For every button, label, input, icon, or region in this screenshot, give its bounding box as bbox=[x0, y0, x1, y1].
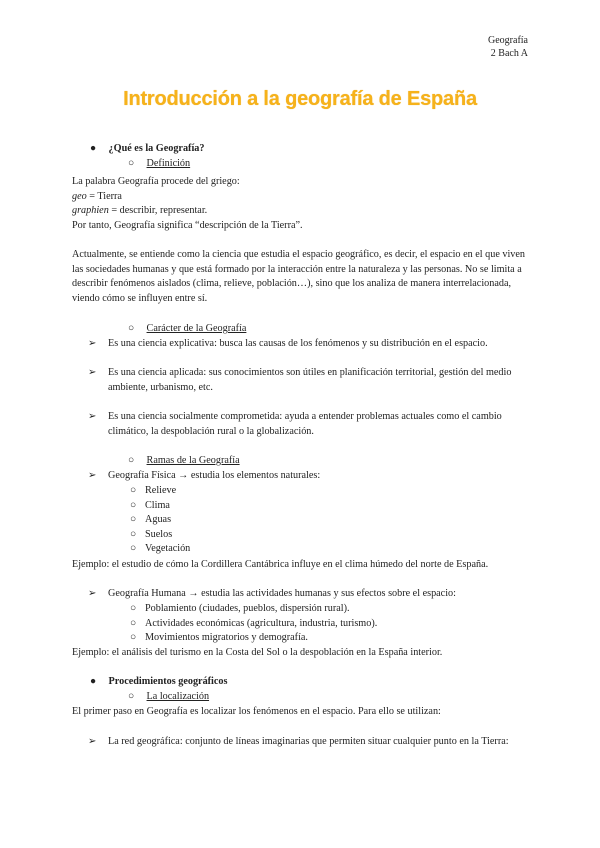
list-item bbox=[130, 513, 190, 528]
list-item bbox=[88, 366, 533, 395]
humana-sub-list bbox=[130, 602, 377, 646]
fisica-item-aguas: Aguas bbox=[145, 514, 172, 526]
arrow-bullet-icon: ➢ bbox=[88, 736, 97, 747]
list-item bbox=[130, 528, 190, 543]
definition-block bbox=[72, 175, 530, 233]
arrow-bullet-icon: ➢ bbox=[88, 470, 97, 481]
definition-heading-row bbox=[128, 157, 190, 172]
humana-label: Geografía Humana → estudia las actividades humanas y sus efectos sobre el espacio: bbox=[108, 588, 456, 599]
circle-bullet-icon: ○ bbox=[130, 528, 137, 540]
humana-item-2: Actividades económicas (agricultura, industria, turismo). bbox=[145, 617, 378, 629]
term-geo: geo bbox=[72, 190, 87, 202]
section-heading: ¿Qué es la Geografía? bbox=[108, 143, 205, 154]
definition-line-4: Por tanto, Geografía significa “descripción de la Tierra”. bbox=[72, 219, 303, 231]
term-geo-meaning: = Tierra bbox=[89, 190, 122, 202]
fisica-item-vegetacion: Vegetación bbox=[145, 543, 191, 555]
circle-bullet-icon: ○ bbox=[130, 514, 137, 526]
list-item bbox=[130, 602, 377, 617]
fisica-sub-list bbox=[130, 484, 190, 557]
fisica-label: Geografía Física → estudia los elementos naturales: bbox=[108, 470, 321, 481]
arrow-bullet-icon: ➢ bbox=[88, 588, 97, 599]
localizacion-heading-row bbox=[128, 690, 209, 705]
term-graphien: graphien bbox=[72, 205, 109, 217]
list-item bbox=[88, 469, 533, 484]
list-item bbox=[88, 587, 533, 602]
list-item bbox=[130, 499, 190, 514]
list-item bbox=[130, 617, 377, 632]
arrow-bullet-icon: ➢ bbox=[88, 338, 97, 349]
term-graphien-meaning: = describir, representar. bbox=[111, 205, 208, 217]
caracter-heading-row bbox=[128, 322, 246, 337]
definition-line-geo bbox=[72, 190, 530, 205]
page-header bbox=[488, 34, 528, 60]
humana-example: Ejemplo: el análisis del turismo en la Costa del Sol o la despoblación en la España interior. bbox=[72, 647, 443, 658]
header-class: 2 Bach A bbox=[490, 48, 528, 59]
circle-bullet-icon: ○ bbox=[130, 499, 137, 511]
page-title: Introducción a la geografía de España bbox=[123, 88, 477, 110]
intro-paragraph: Actualmente, se entiende como la ciencia que estudia el espacio geográfico, es decir, el espacio en el que viven las sociedades humanas y que está formado por la interacción entre la naturaleza y las personas. No se limita a describir fenómenos aislados (clima, relieve, población…), sino que los analiza de manera interrelacionada, viendo cómo se influyen entre sí. bbox=[72, 249, 526, 304]
circle-bullet-icon: ○ bbox=[130, 543, 137, 555]
circle-bullet-icon: ○ bbox=[128, 691, 135, 702]
arrow-bullet-icon: ➢ bbox=[88, 411, 97, 422]
humana-item-1: Poblamiento (ciudades, pueblos, dispersión rural). bbox=[145, 603, 350, 614]
list-item bbox=[88, 735, 533, 750]
list-item bbox=[88, 337, 533, 352]
localizacion-heading: La localización bbox=[146, 691, 210, 702]
section-bullet-procedimientos bbox=[90, 675, 227, 690]
fisica-example: Ejemplo: el estudio de cómo la Cordillera Cantábrica influye en el clima húmedo del norte de España. bbox=[72, 559, 489, 570]
bullet-icon: ● bbox=[90, 143, 97, 154]
list-item bbox=[130, 631, 377, 646]
definition-heading: Definición bbox=[146, 158, 191, 169]
definition-line-graphien bbox=[72, 204, 530, 219]
fisica-item-relieve: Relieve bbox=[145, 485, 177, 496]
circle-bullet-icon: ○ bbox=[130, 603, 137, 614]
definition-line-1: La palabra Geografía procede del griego: bbox=[72, 176, 240, 187]
caracter-item-1: Es una ciencia explicativa: busca las causas de los fenómenos y su distribución en el espacio. bbox=[108, 338, 488, 349]
circle-bullet-icon: ○ bbox=[128, 158, 135, 169]
arrow-bullet-icon: ➢ bbox=[88, 367, 97, 378]
fisica-item-suelos: Suelos bbox=[145, 528, 173, 540]
circle-bullet-icon: ○ bbox=[130, 485, 137, 496]
localizacion-intro: El primer paso en Geografía es localizar los fenómenos en el espacio. Para ello se utilizan: bbox=[72, 706, 441, 717]
caracter-item-3: Es una ciencia socialmente comprometida: ayuda a entender problemas actuales como el cambio climático, la despoblación rural o la globalización. bbox=[108, 411, 502, 437]
fisica-item-clima: Clima bbox=[145, 499, 170, 511]
ramas-heading: Ramas de la Geografía bbox=[146, 455, 240, 466]
bullet-icon: ● bbox=[90, 676, 97, 687]
ramas-heading-row bbox=[128, 454, 240, 469]
header-subject: Geografía bbox=[488, 35, 528, 46]
circle-bullet-icon: ○ bbox=[130, 632, 137, 644]
section-bullet-que-es bbox=[90, 142, 204, 157]
circle-bullet-icon: ○ bbox=[130, 617, 137, 629]
list-item bbox=[88, 410, 533, 439]
circle-bullet-icon: ○ bbox=[128, 455, 135, 466]
red-geografica-item: La red geográfica: conjunto de líneas imaginarias que permiten situar cualquier punto en la Tierra: bbox=[108, 736, 509, 747]
humana-item-3: Movimientos migratorios y demografía. bbox=[145, 632, 308, 644]
caracter-heading: Carácter de la Geografía bbox=[146, 323, 247, 334]
list-item bbox=[130, 542, 190, 557]
section-heading: Procedimientos geográficos bbox=[108, 676, 228, 687]
circle-bullet-icon: ○ bbox=[128, 323, 135, 334]
list-item bbox=[130, 484, 190, 499]
caracter-item-2: Es una ciencia aplicada: sus conocimientos son útiles en planificación territorial, gestión del medio ambiente, urbanismo, etc. bbox=[108, 367, 512, 393]
